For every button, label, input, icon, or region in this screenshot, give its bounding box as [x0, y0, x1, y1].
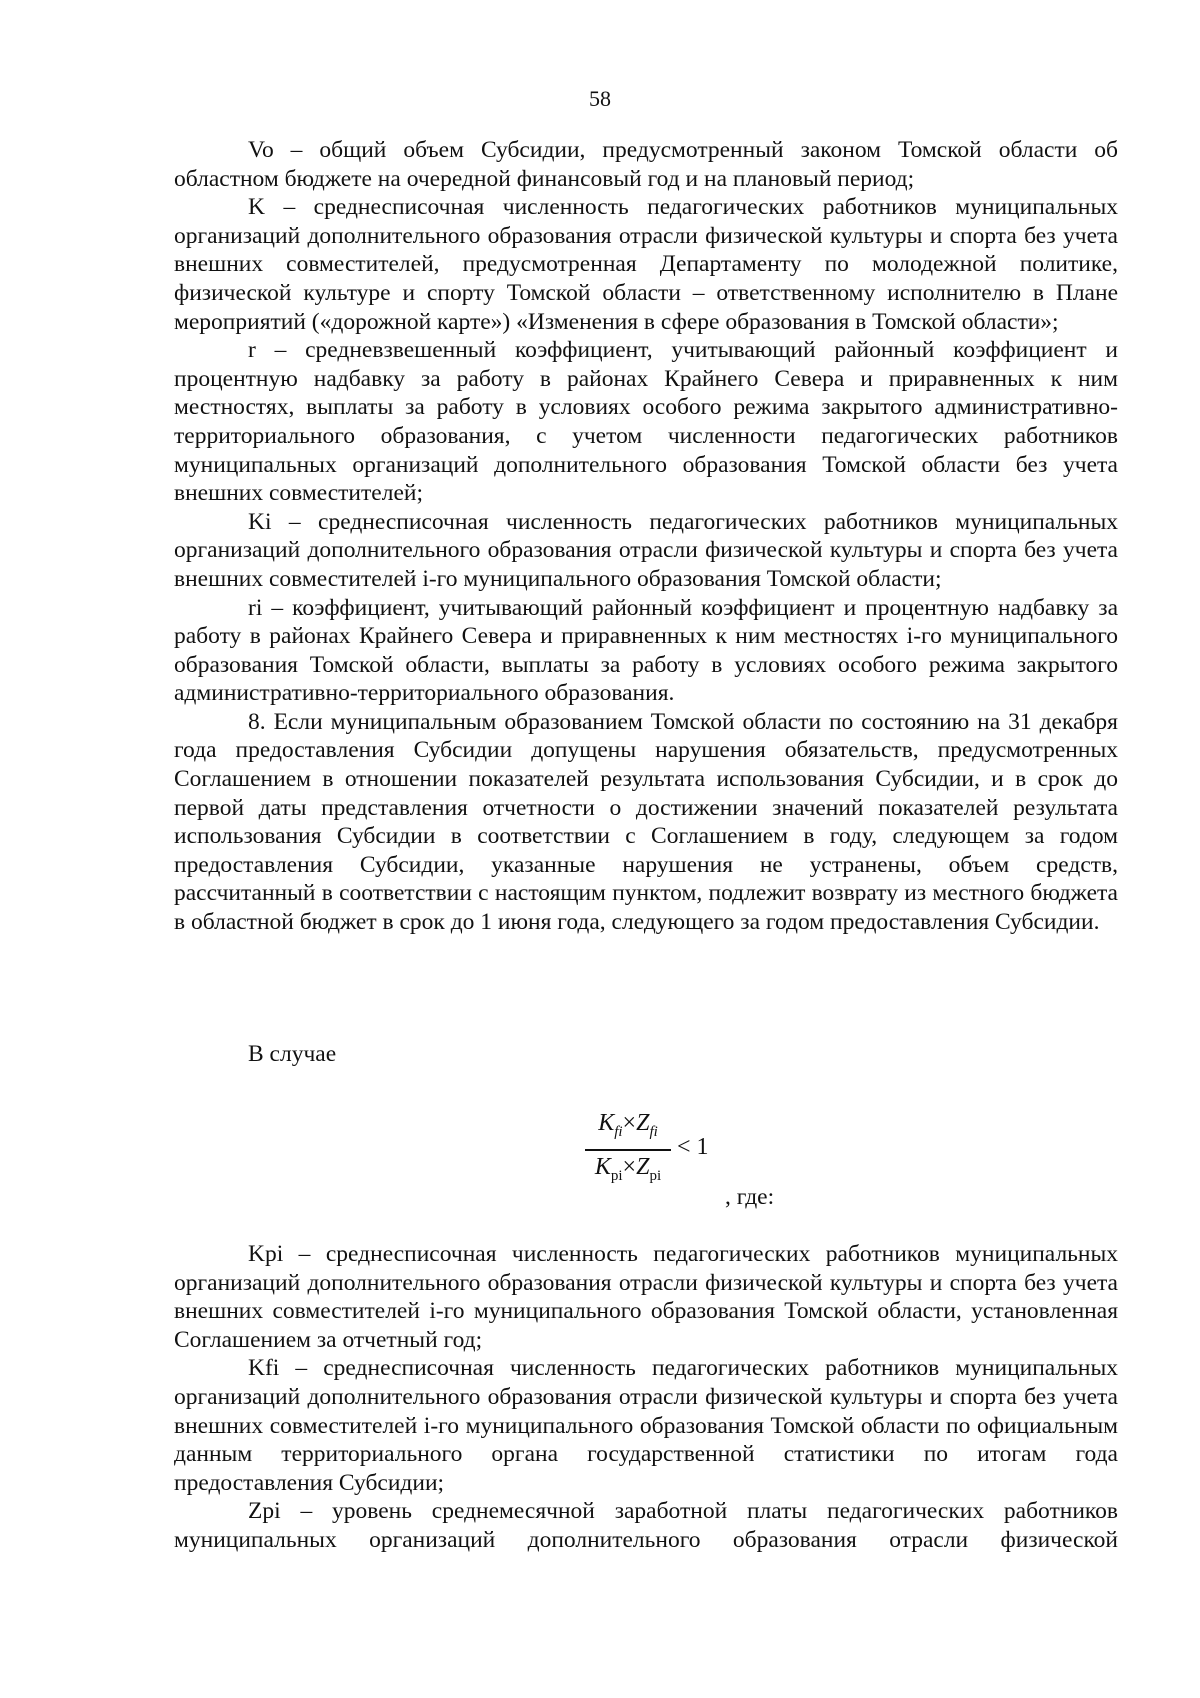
formula: [585, 1110, 825, 1210]
paragraph-kfi: Kfi – среднесписочная численность педагогических работников муниципальных организаций дополнительного образования отрасли физической культуры и спорта без учета внешних совместителей i-го муниципального образования Томской области по официальным данным территориального органа государственной статистики по итогам года предоставления Субсидии;: [174, 1355, 1118, 1496]
text-block-bottom: [174, 1240, 1118, 1555]
text-block-top: [174, 136, 1118, 937]
paragraph-r: r – средневзвешенный коэффициент, учитывающий районный коэффициент и процентную надбавку за работу в районах Крайнего Севера и приравненных к ним местностях, выплаты за работу в условиях особого режима закрытого административно-территориального образования, с учетом численности педагогических работников муниципальных организаций дополнительного образования Томской области без учета внешних совместителей;: [174, 337, 1118, 507]
formula-comparison: < 1: [677, 1134, 709, 1160]
paragraph-k: K – среднесписочная численность педагогических работников муниципальных организаций дополнительного образования отрасли физической культуры и спорта без учета внешних совместителей, предусмотренная Департаменту по молодежной политике, физической культуре и спорту Томской области – ответственному исполнителю в Плане мероприятий («дорожной карте») «Изменения в сфере образования в Томской области»;: [174, 194, 1118, 335]
paragraph-ri: ri – коэффициент, учитывающий районный коэффициент и процентную надбавку за работу в районах Крайнего Севера и приравненных к ним местностях i-го муниципального образования Томской области, выплаты за работу в условиях особого режима закрытого административно-территориального образования.: [174, 594, 1118, 707]
formula-numerator: $K_{fi}\times Z_{fi}$: [598, 1110, 658, 1140]
paragraph-8: 8. Если муниципальным образованием Томской области по состоянию на 31 декабря года предоставления Субсидии допущены нарушения обязательств, предусмотренных Соглашением в отношении показателей результата использования Субсидии, и в срок до первой даты представления отчетности о достижении значений показателей результата использования Субсидии в соответствии с Соглашением в году, следующем за годом предоставления Субсидии, указанные нарушения не устранены, объем средств, рассчитанный в соответствии с настоящим пунктом, подлежит возврату из местного бюджета в областной бюджет в срок до 1 июня года, следующего за годом предоставления Субсидии.: [174, 708, 1118, 936]
paragraph-kpi: Kpi – среднесписочная численность педагогических работников муниципальных организаций дополнительного образования отрасли физической культуры и спорта без учета внешних совместителей i-го муниципального образования Томской области, установленная Соглашением за отчетный год;: [174, 1241, 1118, 1353]
formula-where: , где:: [725, 1184, 775, 1210]
formula-denominator: $K_{pi}\times Z_{pi}$: [594, 1154, 662, 1184]
fraction-bar: [585, 1149, 671, 1151]
paragraph-vo: Vo – общий объем Субсидии, предусмотренный законом Томской области об областном бюджете на очередной финансовый год и на плановый период;: [174, 137, 1118, 192]
in-case-text: В случае: [248, 1041, 337, 1067]
paragraph-ki: Ki – среднесписочная численность педагогических работников муниципальных организаций дополнительного образования отрасли физической культуры и спорта без учета внешних совместителей i-го муниципального образования Томской области;: [174, 508, 1118, 592]
paragraph-zpi: Zpi – уровень среднемесячной заработной платы педагогических работников муниципальных организаций дополнительного образования отрасли физической: [174, 1498, 1118, 1553]
page-number: 58: [589, 86, 611, 111]
